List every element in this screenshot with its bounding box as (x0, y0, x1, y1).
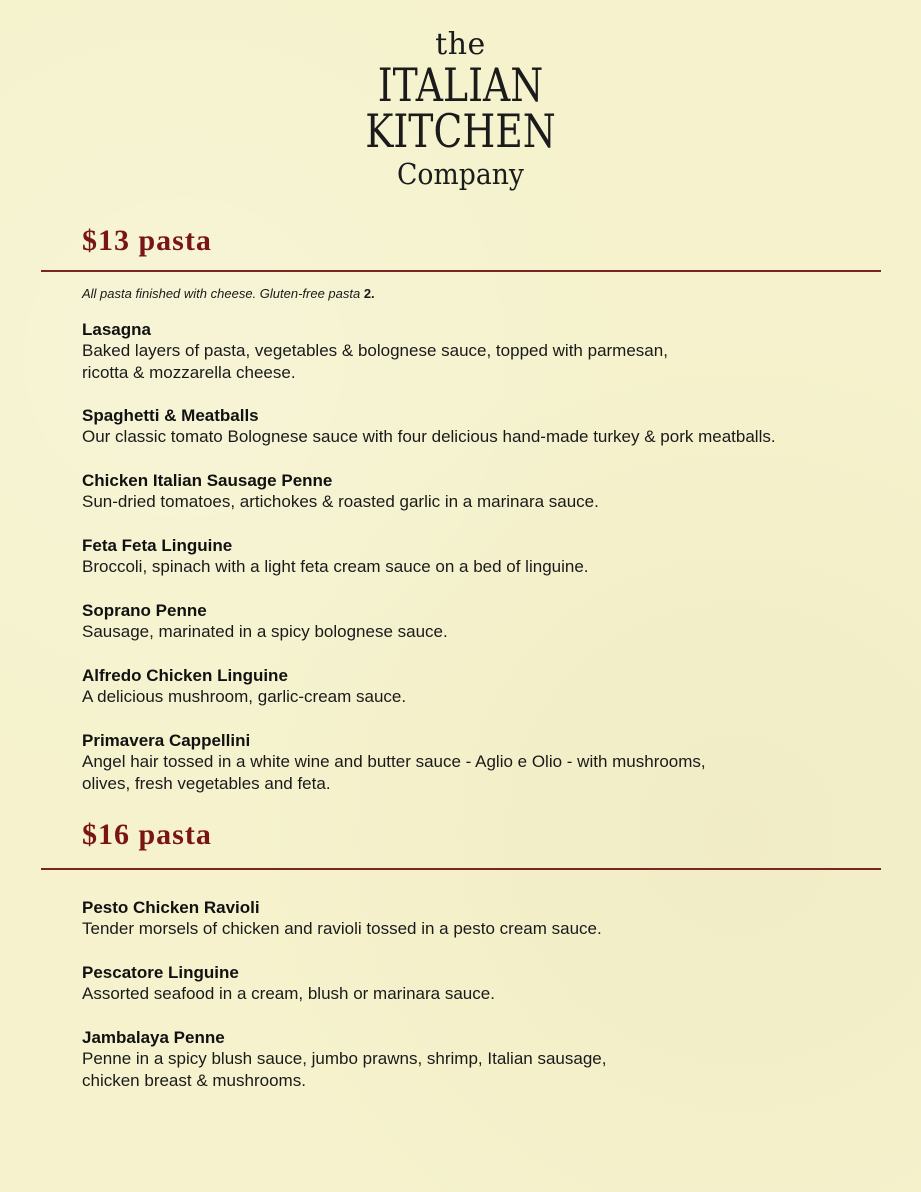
menu-item-name: Pescatore Linguine (82, 963, 239, 982)
menu-item-name: Feta Feta Linguine (82, 536, 233, 555)
menu-item-description: Baked layers of pasta, vegetables & bolognese sauce, topped with parmesan, ricotta & mozzarella cheese. (82, 341, 668, 382)
menu-item (82, 963, 902, 1005)
section-divider (41, 868, 881, 870)
menu-item-description: Broccoli, spinach with a light feta cream sauce on a bed of linguine. (82, 557, 589, 576)
menu-item-description: A delicious mushroom, garlic-cream sauce. (82, 687, 407, 706)
menu-item-name: Primavera Cappellini (82, 731, 251, 750)
menu-item-name: Chicken Italian Sausage Penne (82, 471, 333, 490)
logo-line-the: the (435, 27, 486, 62)
menu-item-description: Penne in a spicy blush sauce, jumbo prawns, shrimp, Italian sausage, chicken breast & mushrooms. (82, 1049, 607, 1090)
section-note-text: All pasta finished with cheese. Gluten-free pasta (82, 286, 364, 301)
menu-item (82, 601, 902, 643)
menu-item-name: Alfredo Chicken Linguine (82, 666, 288, 685)
section-title-16-pasta: $16 pasta (82, 818, 212, 851)
section-title-13-pasta: $13 pasta (82, 224, 212, 257)
menu-item-name: Jambalaya Penne (82, 1028, 225, 1047)
menu-item-name: Lasagna (82, 320, 151, 339)
menu-item (82, 898, 902, 940)
restaurant-logo (0, 28, 921, 192)
menu-item (82, 406, 902, 448)
menu-item-description: Sun-dried tomatoes, artichokes & roasted garlic in a marinara sauce. (82, 492, 599, 511)
menu-item (82, 471, 902, 513)
menu-item (82, 536, 902, 578)
section-note-price: 2. (363, 286, 375, 301)
menu-item (82, 731, 902, 795)
menu-item-description: Tender morsels of chicken and ravioli tossed in a pesto cream sauce. (82, 919, 602, 938)
logo-line-kitchen: KITCHEN (365, 104, 556, 158)
section-note (82, 286, 375, 301)
menu-item-description: Angel hair tossed in a white wine and butter sauce - Aglio e Olio - with mushrooms, olives, fresh vegetables and feta. (82, 752, 706, 793)
menu-item-description: Sausage, marinated in a spicy bolognese sauce. (82, 622, 448, 641)
section-divider (41, 270, 881, 272)
menu-item-name: Soprano Penne (82, 601, 207, 620)
menu-item (82, 320, 902, 384)
menu-item-name: Pesto Chicken Ravioli (82, 898, 260, 917)
menu-item (82, 1028, 902, 1092)
menu-item-description: Our classic tomato Bolognese sauce with four delicious hand-made turkey & pork meatballs. (82, 427, 776, 446)
menu-item-description: Assorted seafood in a cream, blush or marinara sauce. (82, 984, 495, 1003)
logo-line-company: Company (396, 157, 525, 191)
menu-item-name: Spaghetti & Meatballs (82, 406, 259, 425)
menu-item (82, 666, 902, 708)
logo-line-italian: ITALIAN (377, 58, 544, 112)
